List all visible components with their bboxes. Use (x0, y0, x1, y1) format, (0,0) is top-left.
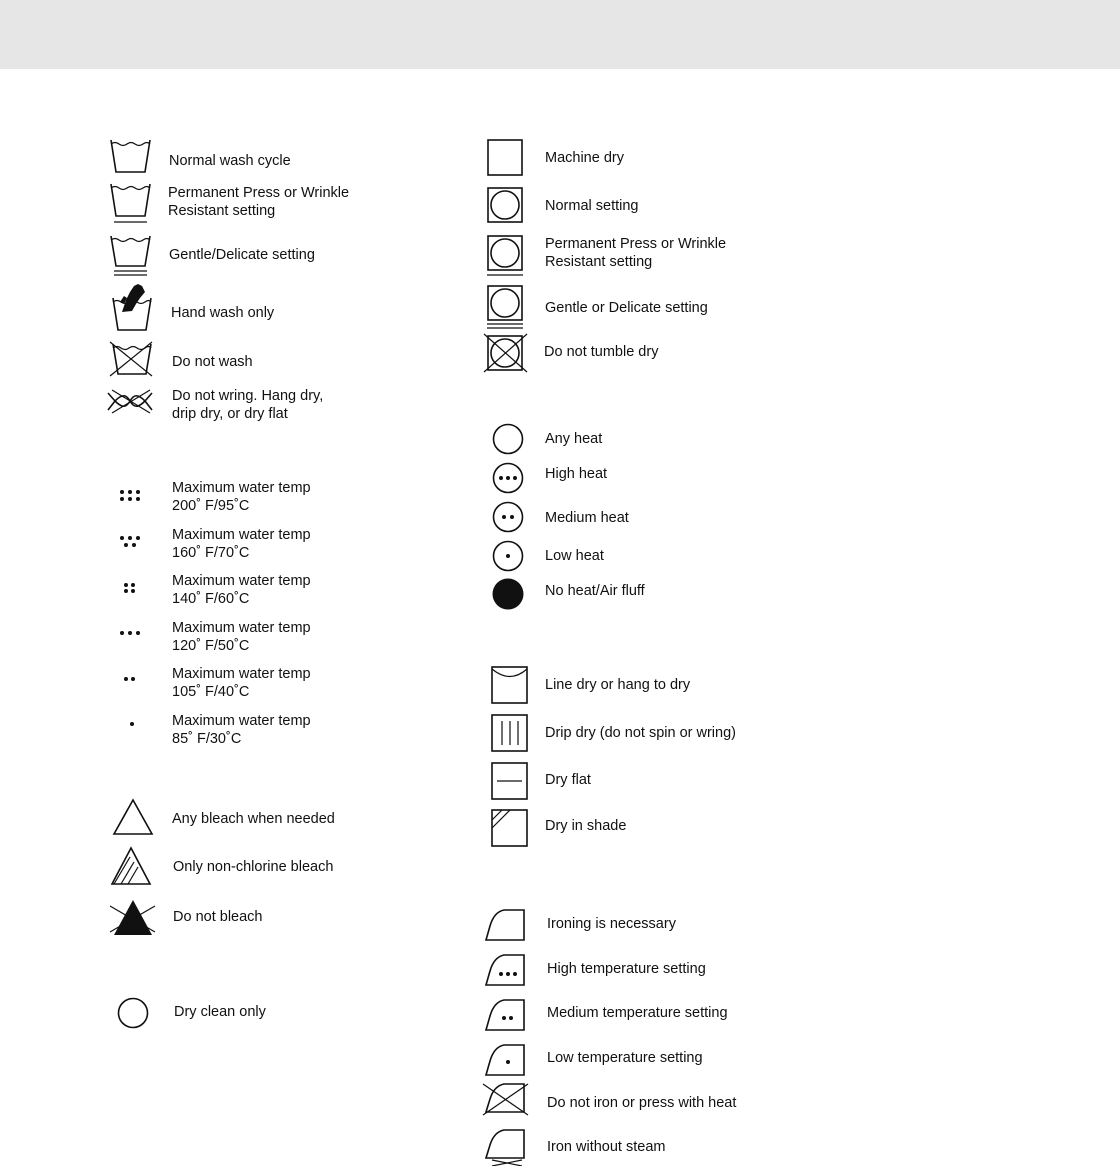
low-heat-icon (494, 542, 523, 571)
no-heat-filled-circle-icon (493, 579, 524, 610)
medium-heat-icon (494, 503, 523, 532)
water-temp-value: 160˚ F/70˚C (172, 545, 250, 561)
non-chlorine-bleach-label: Only non-chlorine bleach (173, 859, 334, 875)
water-temp-value: 140˚ F/60˚C (172, 591, 250, 607)
medium-heat-label: Medium heat (545, 510, 629, 526)
water-temp-label: Maximum water temp (172, 666, 311, 682)
ironing-necessary-label: Ironing is necessary (547, 916, 676, 932)
do-not-bleach-icon (110, 900, 155, 935)
tumble-normal-label: Normal setting (545, 198, 639, 214)
dry-flat-label: Dry flat (545, 772, 591, 788)
do-not-wring-label-1: Do not wring. Hang dry, (172, 388, 324, 404)
dots-4-icon (124, 583, 135, 593)
any-heat-circle-icon (494, 425, 523, 454)
iron-without-steam-icon (486, 1130, 524, 1166)
iron-high-label: High temperature setting (547, 961, 706, 977)
no-heat-label: No heat/Air fluff (545, 583, 645, 599)
iron-low-label: Low temperature setting (547, 1050, 703, 1066)
iron-low-icon (486, 1045, 524, 1075)
drip-dry-icon (492, 715, 527, 751)
line-dry-icon (492, 667, 527, 703)
normal-wash-label: Normal wash cycle (169, 153, 291, 169)
line-dry-label: Line dry or hang to dry (545, 677, 691, 693)
do-not-iron-label: Do not iron or press with heat (547, 1095, 737, 1111)
drip-dry-label: Drip dry (do not spin or wring) (545, 725, 736, 741)
wash-tub-icon (111, 140, 150, 172)
iron-without-steam-label: Iron without steam (547, 1139, 666, 1155)
tumble-permanent-press-label-2: Resistant setting (545, 254, 653, 270)
dots-2-icon (124, 677, 135, 681)
any-bleach-label: Any bleach when needed (172, 811, 335, 827)
water-temp-label: Maximum water temp (172, 620, 311, 636)
water-temp-label: Maximum water temp (172, 713, 311, 729)
wash-gentle-label: Gentle/Delicate setting (169, 247, 315, 263)
do-not-tumble-dry-label: Do not tumble dry (544, 344, 659, 360)
water-temp-value: 85˚ F/30˚C (172, 731, 242, 747)
tumble-normal-icon (488, 188, 522, 222)
water-temp-value: 105˚ F/40˚C (172, 684, 250, 700)
do-not-iron-icon (483, 1084, 528, 1115)
machine-dry-label: Machine dry (545, 150, 624, 166)
hand-wash-label: Hand wash only (171, 305, 275, 321)
do-not-wash-icon (110, 342, 152, 376)
high-heat-icon (494, 464, 523, 493)
do-not-tumble-dry-icon (484, 334, 527, 372)
do-not-bleach-label: Do not bleach (173, 909, 263, 925)
do-not-wash-label: Do not wash (172, 354, 253, 370)
wash-permanent-press-label-1: Permanent Press or Wrinkle (168, 185, 350, 201)
wash-permanent-press-icon (111, 184, 150, 222)
dots-6-icon (120, 490, 140, 501)
do-not-wring-label-2: drip dry, or dry flat (172, 406, 288, 422)
iron-medium-icon (486, 1000, 524, 1030)
water-temp-label: Maximum water temp (172, 480, 311, 496)
any-heat-label: Any heat (545, 431, 603, 447)
bleach-triangle-icon (114, 800, 152, 834)
dots-1-icon (130, 722, 134, 726)
dry-flat-icon (492, 763, 527, 799)
wash-gentle-icon (111, 236, 150, 275)
water-temp-label: Maximum water temp (172, 527, 311, 543)
iron-high-icon (486, 955, 524, 985)
dry-clean-circle-icon (119, 999, 148, 1028)
tumble-gentle-label: Gentle or Delicate setting (545, 300, 708, 316)
dry-in-shade-icon (492, 810, 527, 846)
hand-wash-icon (113, 284, 151, 330)
water-temp-value: 120˚ F/50˚C (172, 638, 250, 654)
iron-medium-label: Medium temperature setting (547, 1005, 728, 1021)
water-temp-label: Maximum water temp (172, 573, 311, 589)
dots-5-icon (120, 536, 140, 547)
wash-permanent-press-label-2: Resistant setting (168, 203, 276, 219)
do-not-wring-icon (108, 390, 152, 413)
dry-clean-label: Dry clean only (174, 1004, 266, 1020)
dry-in-shade-label: Dry in shade (545, 818, 627, 834)
water-temp-value: 200˚ F/95˚C (172, 498, 250, 514)
tumble-permanent-press-label-1: Permanent Press or Wrinkle (545, 236, 727, 252)
dots-3-icon (120, 631, 140, 635)
high-heat-label: High heat (545, 466, 608, 482)
iron-icon (486, 910, 524, 940)
tumble-permanent-press-icon (487, 236, 523, 275)
non-chlorine-bleach-icon (112, 848, 150, 884)
low-heat-label: Low heat (545, 548, 604, 564)
tumble-gentle-icon (487, 286, 523, 328)
machine-dry-square-icon (488, 140, 522, 175)
